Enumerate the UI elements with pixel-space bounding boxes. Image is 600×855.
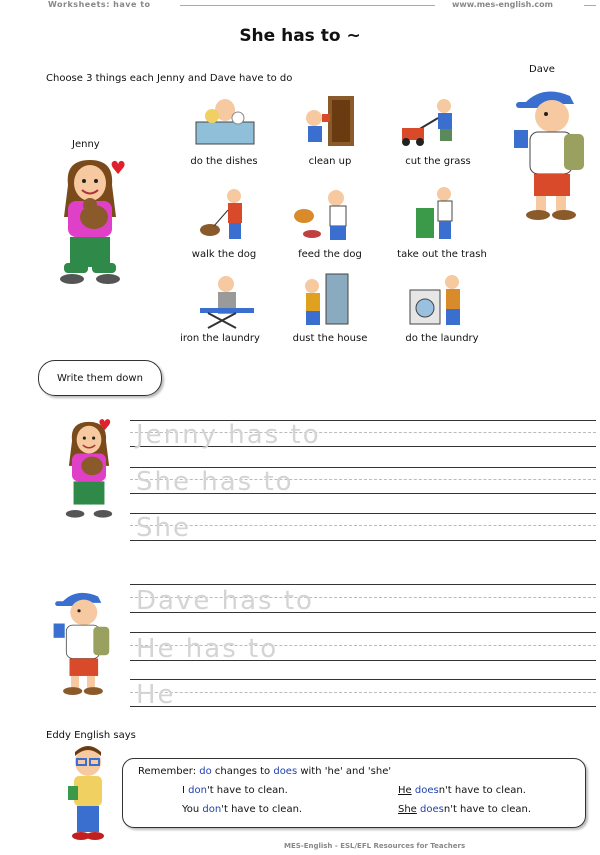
footer-text: MES-English - ESL/EFL Resources for Teachers — [284, 842, 466, 850]
writing-guide-line — [130, 525, 596, 526]
header-rule-right — [584, 5, 596, 6]
header-right-text: www.mes-english.com — [452, 0, 553, 9]
chore-label-clean-up: clean up — [308, 156, 352, 167]
clean-up-picture — [298, 92, 360, 150]
dave-small-picture — [52, 585, 114, 697]
writing-line — [130, 706, 596, 707]
trace-text-dave-1: Dave has to — [136, 586, 314, 616]
dave-name-label: Dave — [529, 64, 555, 75]
ironing-picture — [196, 272, 258, 330]
reminder-intro: Remember: do changes to does with 'he' and 'she' — [138, 766, 392, 777]
chore-label-walk-dog: walk the dog — [191, 249, 257, 260]
jenny-small-picture — [56, 418, 122, 520]
chore-label-laundry: do the laundry — [405, 333, 479, 344]
feed-dog-picture — [290, 186, 358, 244]
washing-machine-picture — [406, 270, 468, 330]
writing-line — [130, 679, 596, 680]
writing-line — [130, 632, 596, 633]
jenny-name-label: Jenny — [72, 139, 100, 150]
chore-label-trash: take out the trash — [397, 249, 487, 260]
trace-text-dave-2: He has to — [136, 634, 279, 664]
writing-line — [130, 584, 596, 585]
dave-picture — [512, 82, 590, 222]
reminder-you-dont: You don't have to clean. — [182, 804, 303, 815]
eddy-says-label: Eddy English says — [46, 730, 136, 741]
dishes-picture — [192, 96, 258, 146]
heart-icon-small: ♥ — [98, 416, 112, 434]
lawnmower-picture — [398, 96, 466, 148]
trace-text-dave-3: He — [136, 680, 176, 710]
chore-label-dust: dust the house — [292, 333, 368, 344]
reminder-i-dont: I don't have to clean. — [182, 785, 288, 796]
chore-label-cut-grass: cut the grass — [405, 156, 471, 167]
chore-label-feed-dog: feed the dog — [298, 249, 362, 260]
write-them-down-label: Write them down — [38, 360, 162, 396]
trace-text-jenny-1: Jenny has to — [136, 420, 321, 450]
chore-label-dishes: do the dishes — [190, 156, 258, 167]
writing-line — [130, 513, 596, 514]
worksheet-title: She has to ~ — [239, 26, 361, 46]
trace-text-jenny-2: She has to — [136, 467, 294, 497]
eddy-english-picture — [64, 746, 112, 844]
trash-picture — [410, 184, 466, 244]
reminder-she-doesnt: She doesn't have to clean. — [398, 804, 532, 815]
reminder-he-doesnt: He doesn't have to clean. — [398, 785, 526, 796]
header-left-text: Worksheets: have to — [48, 0, 151, 9]
dusting-picture — [294, 270, 354, 328]
header-rule — [180, 5, 435, 6]
instruction-text: Choose 3 things each Jenny and Dave have to do — [46, 73, 293, 84]
chore-label-iron: iron the laundry — [180, 333, 260, 344]
heart-icon: ♥ — [110, 158, 127, 179]
trace-text-jenny-3: She — [136, 513, 191, 543]
walk-dog-picture — [196, 186, 252, 244]
writing-guide-line — [130, 692, 596, 693]
writing-line — [130, 540, 596, 541]
